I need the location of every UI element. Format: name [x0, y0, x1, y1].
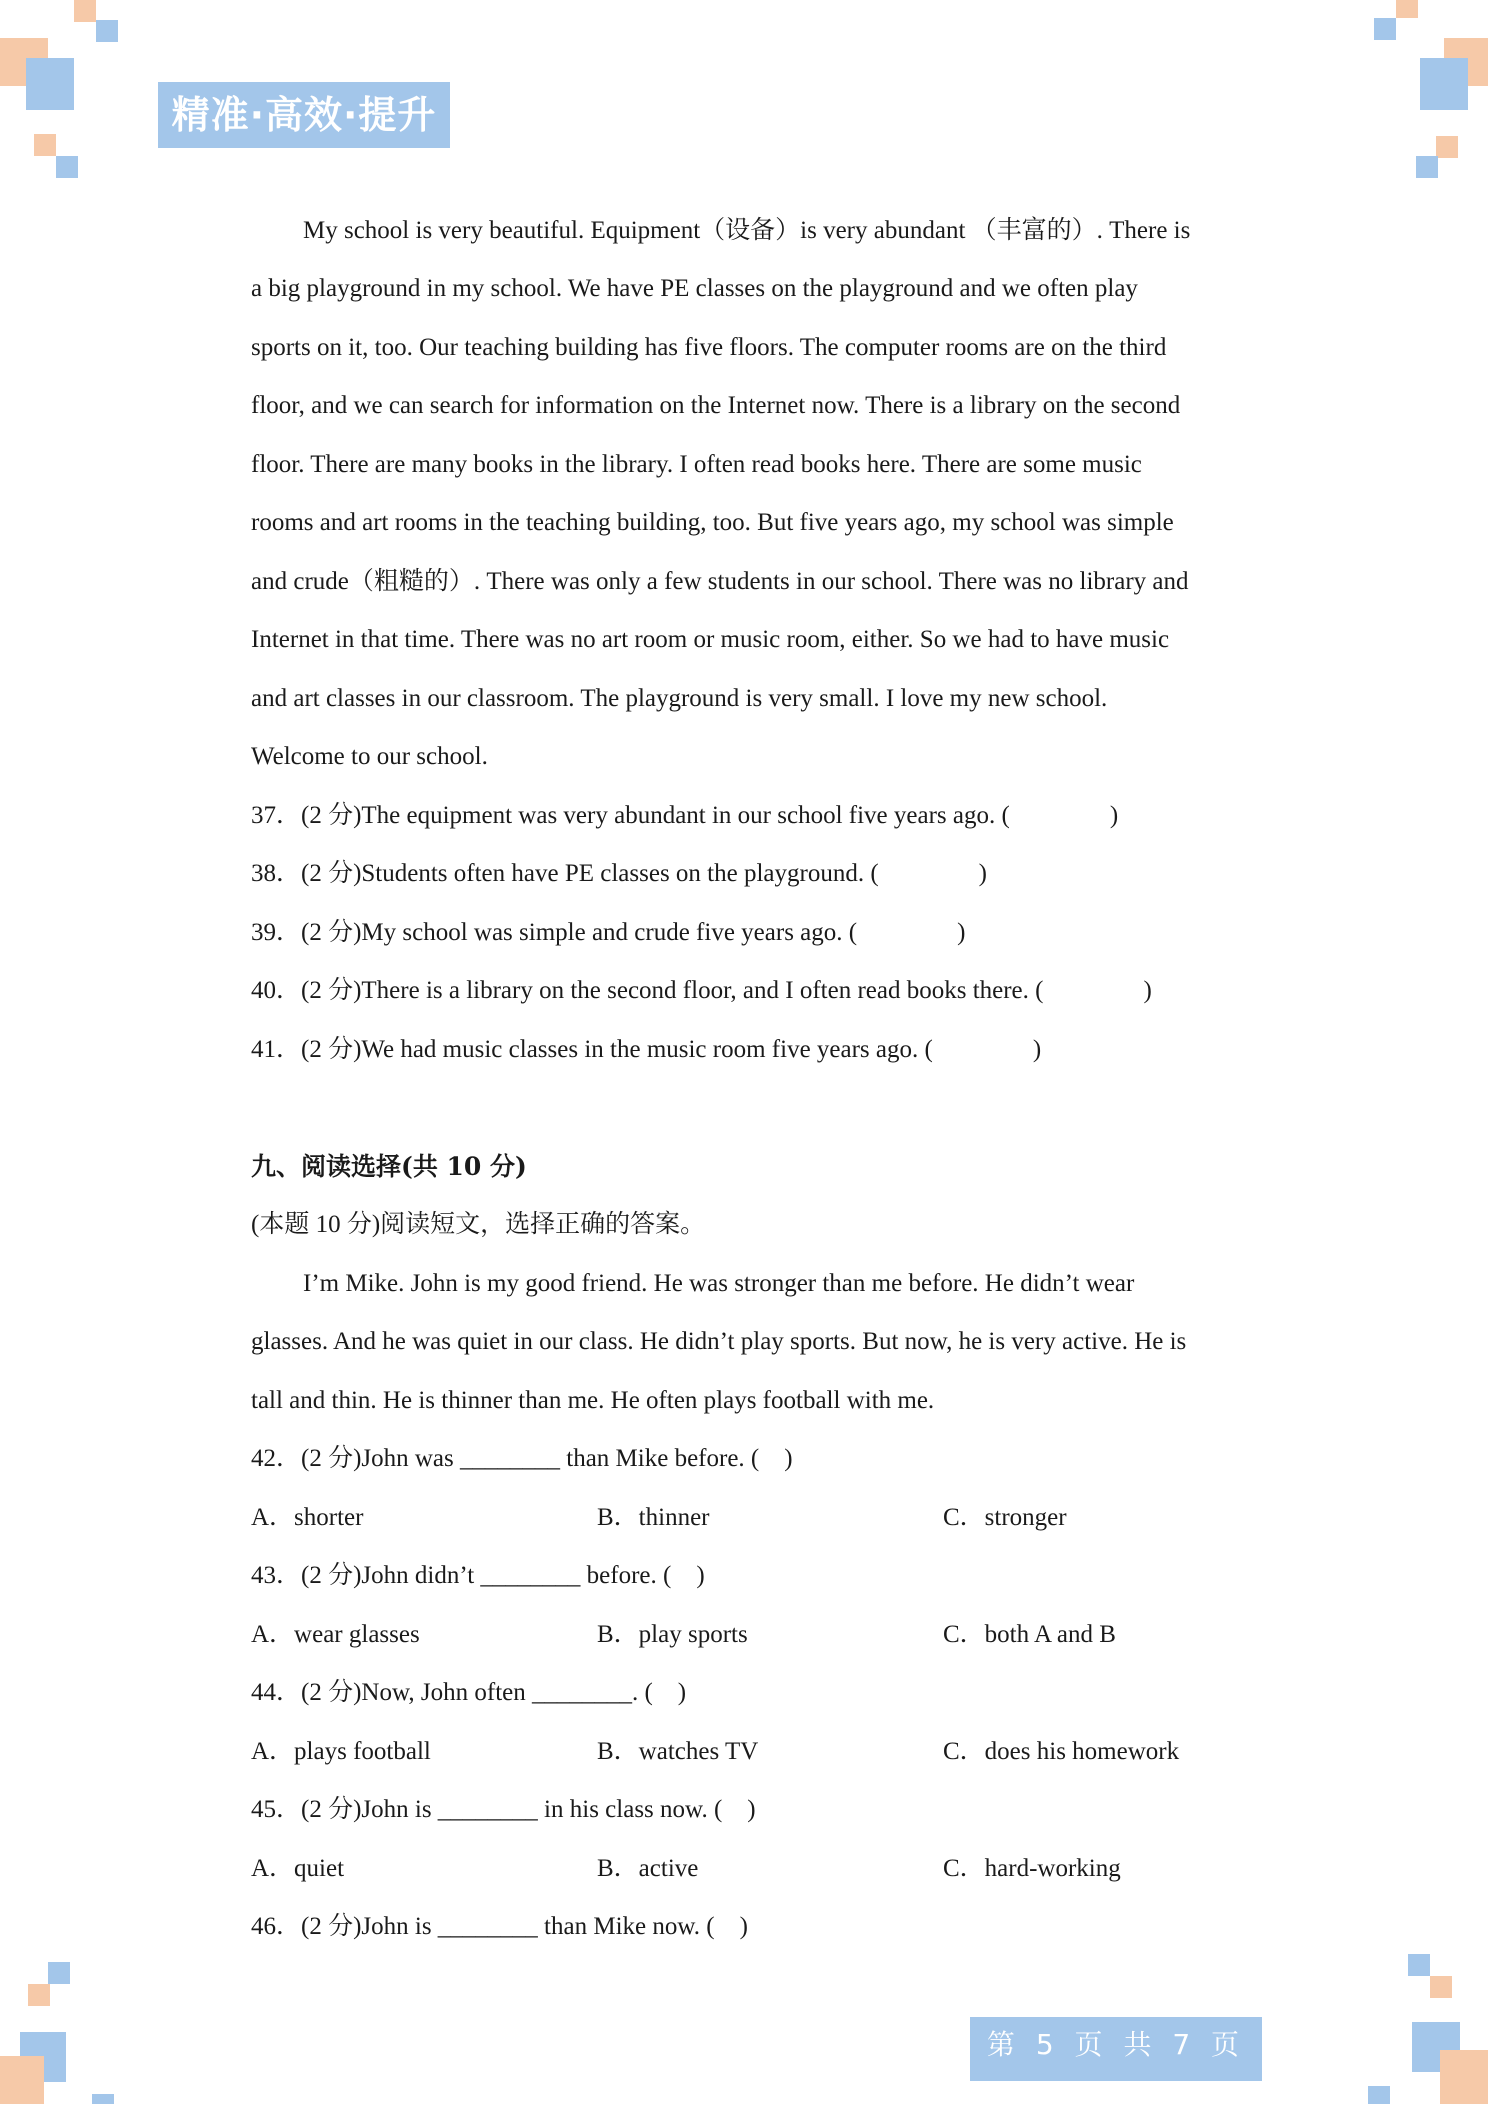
passage-line: rooms and art rooms in the teaching building, too. But five years ago, my school was simple [251, 509, 1174, 536]
question-45: 45．(2 分)John is ________ in his class now. ( ) [251, 1796, 756, 1823]
option-c: C．hard-working [943, 1855, 1121, 1882]
passage-line: and art classes in our classroom. The playground is very small. I love my new school. [251, 685, 1108, 712]
question-37: 37．(2 分)The equipment was very abundant in our school five years ago. ( ) [251, 802, 1119, 829]
question-39: 39．(2 分)My school was simple and crude five years ago. ( ) [251, 919, 966, 946]
option-b: B．thinner [597, 1504, 710, 1531]
passage-line: My school is very beautiful. Equipment（设备）is very abundant （丰富的）. There is [303, 217, 1191, 244]
passage-line: sports on it, too. Our teaching building has five floors. The computer rooms are on the third [251, 334, 1167, 361]
question-44: 44．(2 分)Now, John often ________. ( ) [251, 1679, 687, 1706]
question-38: 38．(2 分)Students often have PE classes on the playground. ( ) [251, 860, 987, 887]
section-instruction: (本题 10 分)阅读短文，选择正确的答案。 [251, 1211, 706, 1238]
option-c: C．does his homework [943, 1738, 1180, 1765]
passage-line: glasses. And he was quiet in our class. He didn’t play sports. But now, he is very active. He is [251, 1328, 1187, 1355]
option-c: C．stronger [943, 1504, 1067, 1531]
passage-line: and crude（粗糙的）. There was only a few students in our school. There was no library and [251, 568, 1189, 595]
question-46: 46．(2 分)John is ________ than Mike now. ( ) [251, 1913, 748, 1940]
option-b: B．play sports [597, 1621, 748, 1648]
question-41: 41．(2 分)We had music classes in the music room five years ago. ( ) [251, 1036, 1042, 1063]
passage-line: floor. There are many books in the library. I often read books here. There are some music [251, 451, 1142, 478]
option-a: A．wear glasses [251, 1621, 420, 1648]
option-b: B．watches TV [597, 1738, 759, 1765]
header-badge: 精准·高效·提升 [158, 82, 450, 148]
option-c: C．both A and B [943, 1621, 1116, 1648]
passage-line: floor, and we can search for information on the Internet now. There is a library on the second [251, 392, 1181, 419]
passage-line: Internet in that time. There was no art room or music room, either. So we had to have music [251, 626, 1170, 653]
section-title: 九、阅读选择(共 10 分) [251, 1152, 527, 1181]
question-43: 43．(2 分)John didn’t ________ before. ( ) [251, 1562, 705, 1589]
question-40: 40．(2 分)There is a library on the second floor, and I often read books there. ( ) [251, 977, 1152, 1004]
page-number: 第 5 页 共 7 页 [970, 2017, 1262, 2081]
option-a: A．quiet [251, 1855, 345, 1882]
option-a: A．plays football [251, 1738, 431, 1765]
option-b: B．active [597, 1855, 699, 1882]
passage-line: a big playground in my school. We have PE classes on the playground and we often play [251, 275, 1138, 302]
passage-line: tall and thin. He is thinner than me. He often plays football with me. [251, 1387, 935, 1414]
passage-line: Welcome to our school. [251, 743, 488, 770]
option-a: A．shorter [251, 1504, 364, 1531]
question-42: 42．(2 分)John was ________ than Mike before. ( ) [251, 1445, 793, 1472]
passage-line: I’m Mike. John is my good friend. He was stronger than me before. He didn’t wear [303, 1270, 1135, 1297]
